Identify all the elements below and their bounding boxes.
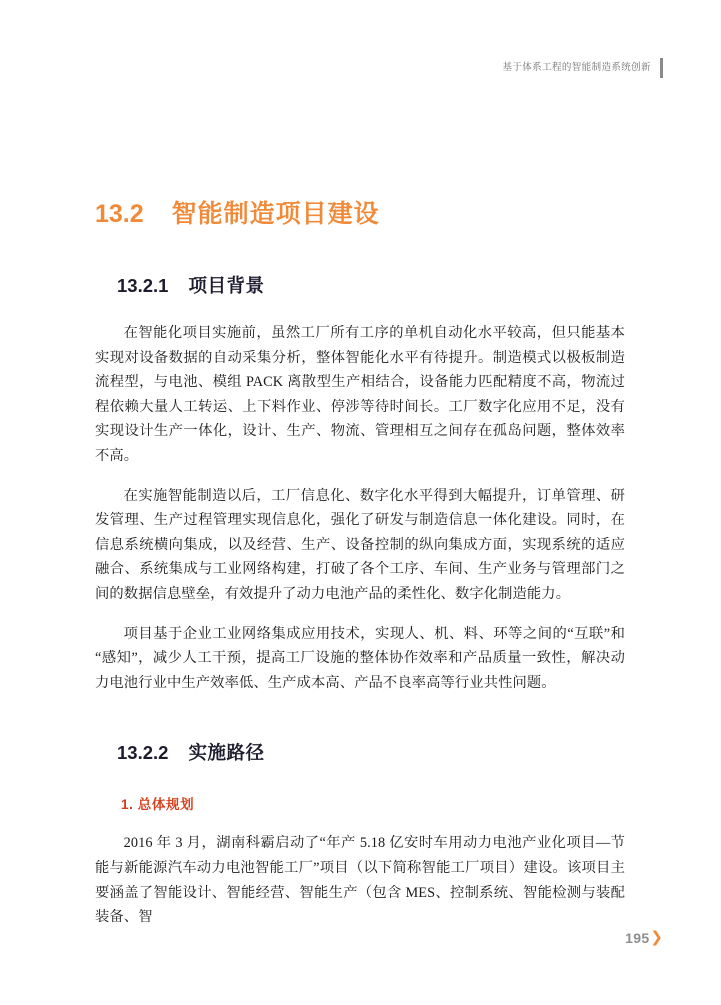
running-header-rule-icon [660, 58, 663, 78]
subsection-heading-13-2-1-number: 13.2.1 [117, 275, 169, 296]
section-heading-13-2-number: 13.2 [95, 200, 144, 228]
running-header [502, 58, 663, 78]
spacer [95, 695, 625, 739]
subsection-heading-13-2-2-title: 实施路径 [188, 742, 265, 764]
running-header-text: 基于体系工程的智能制造系统创新 [502, 62, 651, 74]
section-heading-13-2-title: 智能制造项目建设 [171, 200, 380, 228]
body-paragraph-2: 在实施智能制造以后，工厂信息化、数字化水平得到大幅提升，订单管理、研发管理、生产过程管理实现信息化，强化了研发与制造信息一体化建设。同时，在信息系统横向集成，以及经营、生产、设备控制的纵向集成方面，实现系统的适应融合、系统集成与工业网络构建，打破了各个工序、车间、生产业务与管理部门之间的数据信息壁垒，有效提升了动力电池产品的柔性化、数字化制造能力。 [95, 487, 625, 602]
chevron-right-icon: ❯ [650, 929, 663, 946]
subsection-heading-13-2-1 [95, 272, 625, 298]
body-paragraph-3: 项目基于企业工业网络集成应用技术，实现人、机、料、环等之间的“互联”和“感知”，减少人工干预，提高工厂设施的整体协作效率和产品质量一致性，解决动力电池行业中生产效率低、生产成本高、产品不良率高等行业共性问题。 [95, 625, 625, 691]
subsection-heading-13-2-2 [95, 739, 625, 765]
spacer [95, 813, 625, 831]
subsection-heading-13-2-1-title: 项目背景 [188, 275, 265, 296]
page-number: 195 [625, 929, 650, 946]
section-heading-13-2 [95, 180, 625, 230]
spacer [95, 469, 625, 484]
spacer [95, 298, 625, 321]
spacer [95, 607, 625, 622]
subsection-heading-13-2-2-number: 13.2.2 [117, 742, 169, 764]
body-paragraph-4: 2016 年 3 月，湖南科霸启动了“年产 5.18 亿安时车用动力电池产业化项目—节能与新能源汽车动力电池智能工厂”项目（以下简称智能工厂项目）建设。该项目主要涵盖了智能设计、智能经营、智能生产（包含 MES、控制系统、智能检测与装配装备、智 [95, 835, 625, 926]
content-column [95, 180, 625, 930]
spacer [95, 230, 625, 272]
body-paragraph-1: 在智能化项目实施前，虽然工厂所有工序的单机自动化水平较高，但只能基本实现对设备数据的自动采集分析，整体智能化水平有待提升。制造模式以极板制造流程型，与电池、模组 PACK 离散型生产相结合，设备能力匹配精度不高，物流过程依赖大量人工转运、上下料作业、停涉等待时间长。工厂数字化应用不足，没有实现设计生产一体化，设计、生产、物流、管理相互之间存在孤岛问题，整体效率不高。 [95, 325, 625, 464]
page-folio [625, 930, 663, 945]
spacer [95, 765, 625, 793]
subheading-overall-plan: 1. 总体规划 [121, 797, 195, 813]
